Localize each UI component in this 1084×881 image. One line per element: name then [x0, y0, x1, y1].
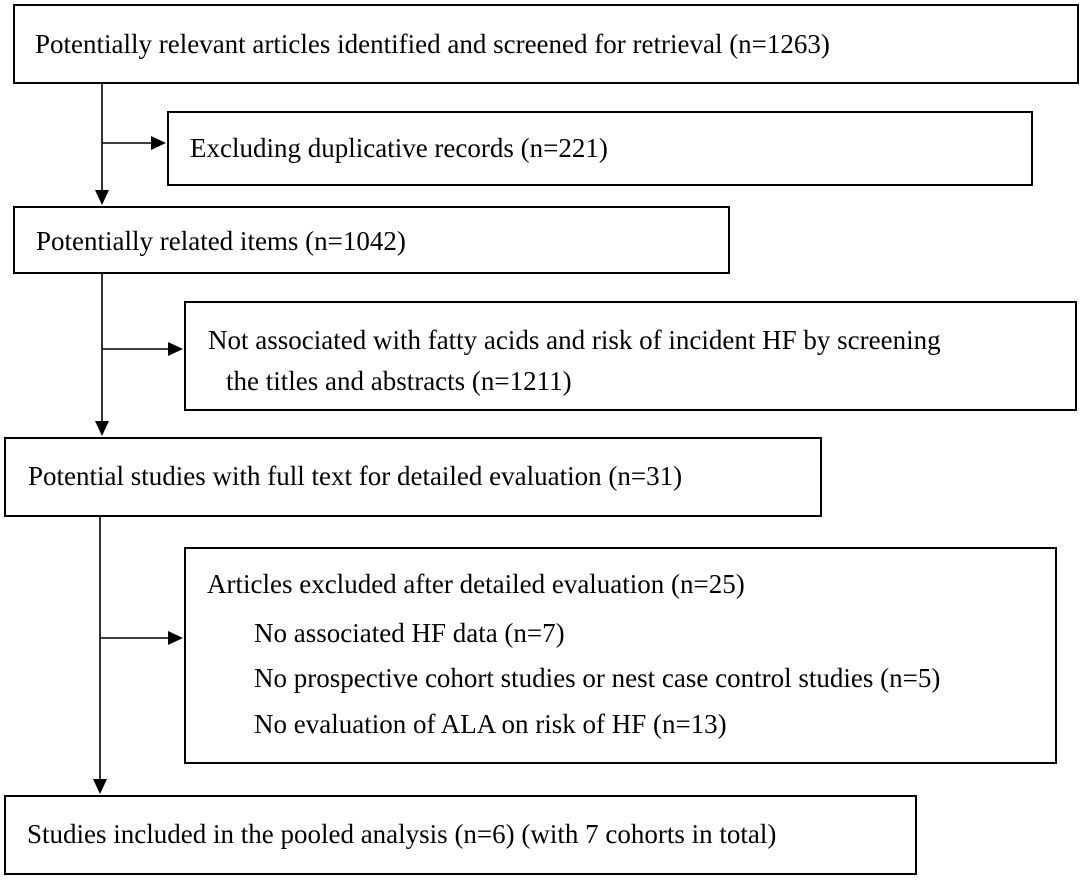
related-text: Potentially related items (n=1042) — [36, 226, 406, 256]
arrowhead-down-1 — [95, 190, 109, 205]
duplicates-text: Excluding duplicative records (n=221) — [190, 133, 608, 163]
not-associated-line1: Not associated with fatty acids and risk of incident HF by screening — [208, 325, 941, 355]
arrowhead-right-1 — [151, 136, 166, 150]
excluded-title: Articles excluded after detailed evaluation (n=25) — [207, 569, 745, 599]
arrowhead-right-3 — [168, 631, 183, 645]
excluded-reason-1: No associated HF data (n=7) — [254, 618, 565, 648]
arrowhead-down-2 — [95, 421, 109, 436]
arrowhead-down-3 — [93, 779, 107, 794]
full-text-text: Potential studies with full text for detailed evaluation (n=31) — [28, 461, 683, 491]
excluded-reason-2: No prospective cohort studies or nest case control studies (n=5) — [254, 663, 941, 693]
not-associated-line2: the titles and abstracts (n=1211) — [226, 366, 572, 396]
arrowhead-right-2 — [168, 342, 183, 356]
included-text: Studies included in the pooled analysis (n=6) (with 7 cohorts in total) — [27, 819, 777, 849]
identified-text: Potentially relevant articles identified and screened for retrieval (n=1263) — [35, 29, 830, 59]
excluded-reason-3: No evaluation of ALA on risk of HF (n=13) — [254, 709, 727, 739]
